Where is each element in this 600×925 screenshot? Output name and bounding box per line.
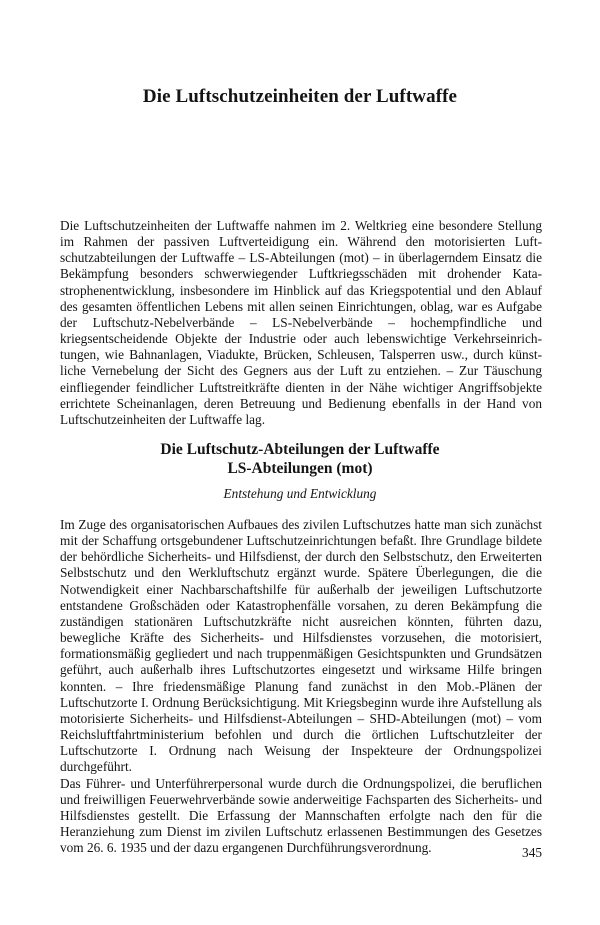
section-title-line2: LS-Abteilungen (mot) <box>227 460 373 477</box>
section-subtitle: Entstehung und Entwicklung <box>223 486 377 501</box>
section-body <box>60 517 542 856</box>
body-paragraph: Das Führer- und Unterführerpersonal wurde durch die Ordnungspolizei, die beruflichen und freiwilligen Feuerwehrverbände sowie anderweitige Fachsparten des Sicherheits- und Hilfsdienstes gestellt. Die Erfassung der Mannschaften erfolgte nach den für die Heranziehung zum Dienst im zivilen Luftschutz erlassenen Bestimmungen des Gesetzes vom 26. 6. 1935 und der dazu ergangenen Durchführungsverordnung. <box>60 775 542 856</box>
section-title <box>0 440 600 478</box>
body-paragraph: Im Zuge des organisatorischen Aufbaues des zivilen Luftschutzes hatte man sich zunächst mit der Schaffung ortsgebundener Luftschutzeinrichtungen befaßt. Ihre Grundlage bildete der behördliche Sicherheits- und Hilfsdienst, der durch den Selbstschutz, den Erweiterten Selbstschutz und den Werkluftschutz ergänzt wurde. Spätere Überlegungen, die die Notwendigkeit einer Nachbarschaftshilfe für außerhalb der jeweiligen Luftschutzorte entstandene Großschäden oder Katastrophenfälle vorsahen, zu deren Bekämpfung die zuständigen stationären Luftschutzkräfte nicht ausreichen könnten, führten dazu, bewegliche Kräfte des Sicherheits- und Hilfsdienstes vorzusehen, die motorisiert, formationsmäßig gegliedert und nach truppenmäßigen Gesichtspunkten und Grundsätzen geführt, auch außerhalb ihres Luftschutzortes eingesetzt und wirksame Hilfe bringen konnten. – Ihre friedensmäßige Planung fand zunächst in den Mob.-Plänen der Luftschutzorte I. Ordnung Berücksichtigung. Mit Kriegsbeginn wurde ihre Aufstellung als motorisierte Sicherheits- und Hilfsdienst-Abteilungen – SHD-Abteilungen (mot) – vom Reichsluftfahrtministerium befohlen und durch die örtlichen Luftschutzleiter der Luftschutzorte I. Ordnung nach Weisung der Inspekteure der Ordnungspolizei durchgeführt. <box>60 517 542 775</box>
chapter-title: Die Luftschutzeinheiten der Luftwaffe <box>142 86 458 107</box>
intro-paragraph: Die Luftschutzeinheiten der Luftwaffe nahmen im 2. Weltkrieg eine besondere Stellung im Rahmen der passiven Luftverteidigung ein. Während den motorisierten Luftschutzabteilungen der Luftwaffe – LS-Abteilungen (mot) – in überlagerndem Einsatz die Bekämpfung besonders schwerwiegender Luftkriegsschäden mit drohender Katastrophenentwicklung, insbesondere im Hinblick auf das Kriegspotential und den Ablauf des gesamten öffentlichen Lebens mit allen seinen Einrichtungen, oblag, war es Aufgabe der Luftschutz-Nebelverbände – LS-Nebelverbände – hochempfindliche und kriegsentscheidende Objekte der Industrie oder auch lebenswichtige Verkehrseinrichtungen, wie Bahnanlagen, Viadukte, Brücken, Schleusen, Talsperren usw., durch künstliche Vernebelung der Sicht des Gegners aus der Luft zu entziehen. – Zur Täuschung einfliegender feindlicher Luftstreitkräfte dienten in der Nähe wichtiger Angriffsobjekte errichtete Scheinanlagen, deren Betreuung und Bedienung ebenfalls in der Hand von Luftschutzeinheiten der Luftwaffe lag. <box>60 218 542 427</box>
page-number: 345 <box>522 845 542 860</box>
section-title-line1: Die Luftschutz-Abteilungen der Luftwaffe <box>160 441 440 458</box>
